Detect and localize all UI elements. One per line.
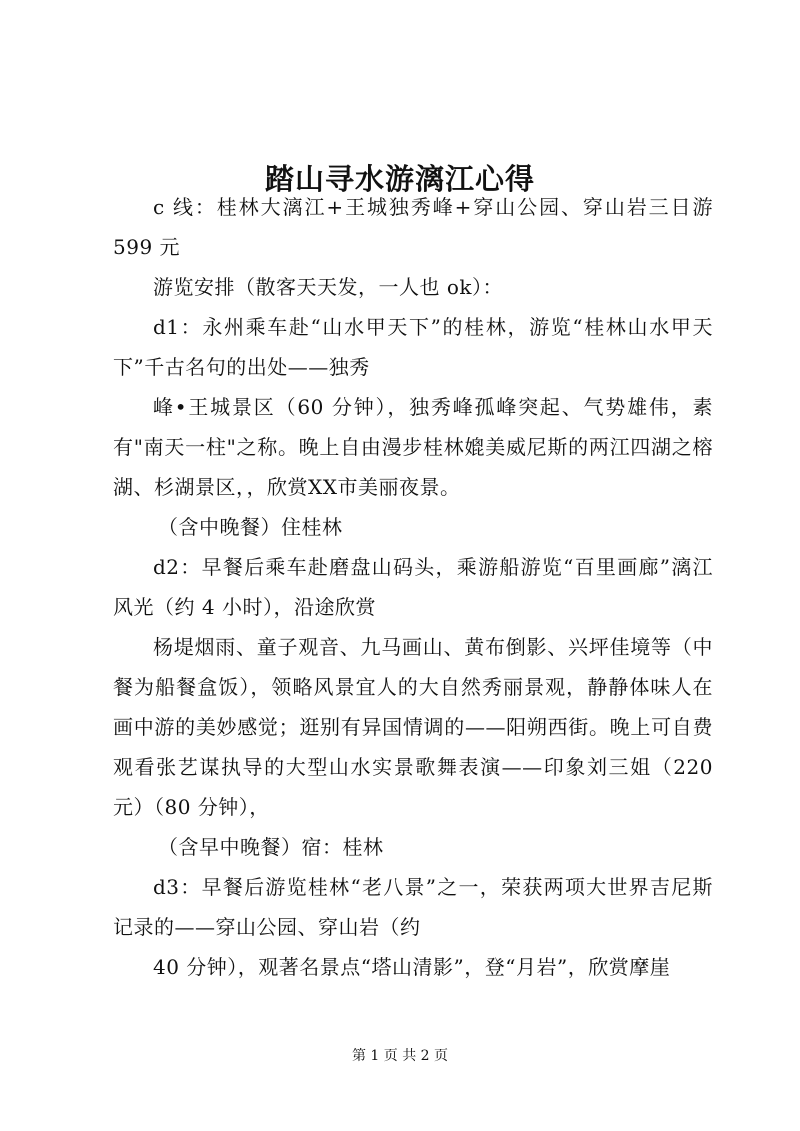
- paragraph-day3-intro: d3：早餐后游览桂林“老八景”之一，荣获两项大世界吉尼斯记录的——穿山公园、穿山岩（约: [113, 875, 713, 939]
- paragraph-day1-detail: 峰•王城景区（60 分钟），独秀峰孤峰突起、气势雄伟，素有"南天一柱"之称。晚上自由漫步桂林媲美威尼斯的两江四湖之榕湖、杉湖景区，，欣赏XX市美丽夜景。: [113, 395, 713, 499]
- paragraph-route: c 线：桂林大漓江+王城独秀峰+穿山公园、穿山岩三日游 599 元: [113, 195, 713, 259]
- paragraph-day3-detail: 40 分钟），观著名景点“塔山清影”，登“月岩”，欣赏摩崖: [153, 955, 671, 979]
- document-body: [113, 187, 713, 987]
- paragraph-day2-intro: d2：早餐后乘车赴磨盘山码头，乘游船游览“百里画廊”漓江风光（约 4 小时），沿途欣赏: [113, 555, 713, 619]
- paragraph-day2-meals: （含早中晚餐）宿：桂林: [158, 835, 384, 859]
- paragraph-day1-intro: d1：永州乘车赴“山水甲天下”的桂林，游览“桂林山水甲天下”千古名句的出处——独秀: [113, 315, 713, 379]
- paragraph-schedule-heading: 游览安排（散客天天发，一人也 ok）：: [153, 275, 504, 299]
- paragraph-day2-detail: 杨堤烟雨、童子观音、九马画山、黄布倒影、兴坪佳境等（中餐为船餐盒饭），领略风景宜人的大自然秀丽景观，静静体味人在画中游的美妙感觉；逛别有异国情调的——阳朔西街。晚上可自费观看张艺谋执导的大型山水实景歌舞表演——印象刘三姐（220 元）（80 分钟），: [113, 635, 713, 819]
- paragraph-day1-meals: （含中晚餐）住桂林: [158, 515, 343, 539]
- document-title: 踏山寻水游漓江心得: [264, 162, 535, 197]
- page-number: 第 1 页 共 2 页: [351, 1048, 449, 1064]
